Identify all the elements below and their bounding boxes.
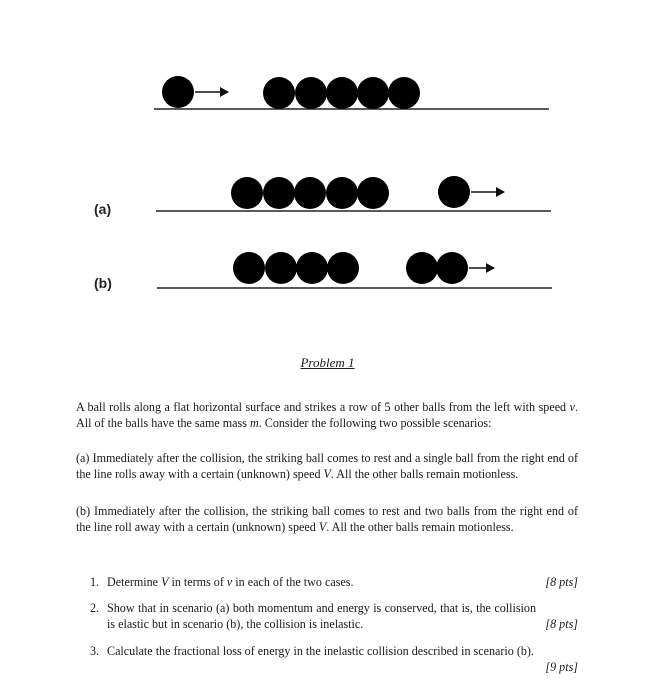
scenario-b-diagram <box>157 252 552 288</box>
question-text: Calculate the fractional loss of energy in the inelastic collision described in scenario (b). <box>107 644 534 658</box>
question-1-text-1: Determine <box>107 575 162 589</box>
scenario-b-ball-3 <box>296 252 328 284</box>
scenario-a-text-2: . All the other balls remain motionless. <box>330 467 519 481</box>
var-m: m <box>249 416 259 430</box>
var-v: v <box>569 400 575 414</box>
intro-text-1: A ball rolls along a flat horizontal surface and strikes a row of 5 other balls from the left with speed <box>76 400 570 414</box>
intro-text-3: . Consider the following two possible scenarios: <box>258 416 492 430</box>
striking-ball <box>162 76 194 108</box>
scenario-b-text-1: (b) Immediately after the collision, the striking ball comes to rest and two balls from the right end of the line roll away with a certain (unknown) speed <box>76 504 578 534</box>
question-1-text-2: in terms of <box>168 575 227 589</box>
scenario-a-label: (a) <box>94 201 112 217</box>
scenario-b-moving-ball-2 <box>436 252 468 284</box>
scenario-a-ball-1 <box>231 177 263 209</box>
question-points: [8 pts] <box>545 575 578 589</box>
target-ball-1 <box>263 77 295 109</box>
collision-diagram <box>0 0 655 310</box>
question-number: 1. <box>90 575 100 589</box>
var-V: V <box>161 575 169 589</box>
scenario-b-paragraph <box>76 503 578 535</box>
target-ball-3 <box>326 77 358 109</box>
initial-scenario <box>154 76 549 109</box>
target-ball-5 <box>388 77 420 109</box>
question-points: [8 pts] <box>545 617 578 631</box>
var-V: V <box>318 520 327 534</box>
problem-heading: Problem 1 <box>300 355 355 370</box>
question-2 <box>90 600 578 643</box>
question-points: [9 pts] <box>545 660 578 674</box>
scenario-a-moving-ball <box>438 176 470 208</box>
scenario-b-moving-ball-1 <box>406 252 438 284</box>
question-1 <box>90 574 578 600</box>
scenario-b-label: (b) <box>94 275 112 291</box>
scenario-a-ball-5 <box>357 177 389 209</box>
scenario-a-ball-2 <box>263 177 295 209</box>
question-list <box>90 574 578 679</box>
scenario-b-text-2: . All the other balls remain motionless. <box>326 520 514 534</box>
scenario-a-paragraph <box>76 450 578 482</box>
question-text <box>107 574 578 590</box>
var-v: v <box>226 575 233 589</box>
var-V: V <box>323 467 331 481</box>
question-3 <box>90 643 578 679</box>
target-ball-4 <box>357 77 389 109</box>
question-text: Show that in scenario (a) both momentum and energy is conserved, that is, the collision is elastic but in scenario (b), the collision is inelastic. <box>107 601 536 631</box>
scenario-b-ball-4 <box>327 252 359 284</box>
question-number: 2. <box>90 601 100 615</box>
target-ball-2 <box>295 77 327 109</box>
question-1-text-3: in each of the two cases. <box>232 575 354 589</box>
problem-intro-paragraph <box>76 399 578 431</box>
scenario-b-ball-1 <box>233 252 265 284</box>
scenario-b-ball-2 <box>265 252 297 284</box>
scenario-a-text-1: (a) Immediately after the collision, the striking ball comes to rest and a single ball from the right end of the line rolls away with a certain (unknown) speed <box>76 451 578 481</box>
intro-text-2: . All of the balls have the same mass <box>76 400 578 430</box>
scenario-a-diagram <box>156 176 551 211</box>
scenario-a-ball-4 <box>326 177 358 209</box>
question-number: 3. <box>90 644 100 658</box>
scenario-a-ball-3 <box>294 177 326 209</box>
